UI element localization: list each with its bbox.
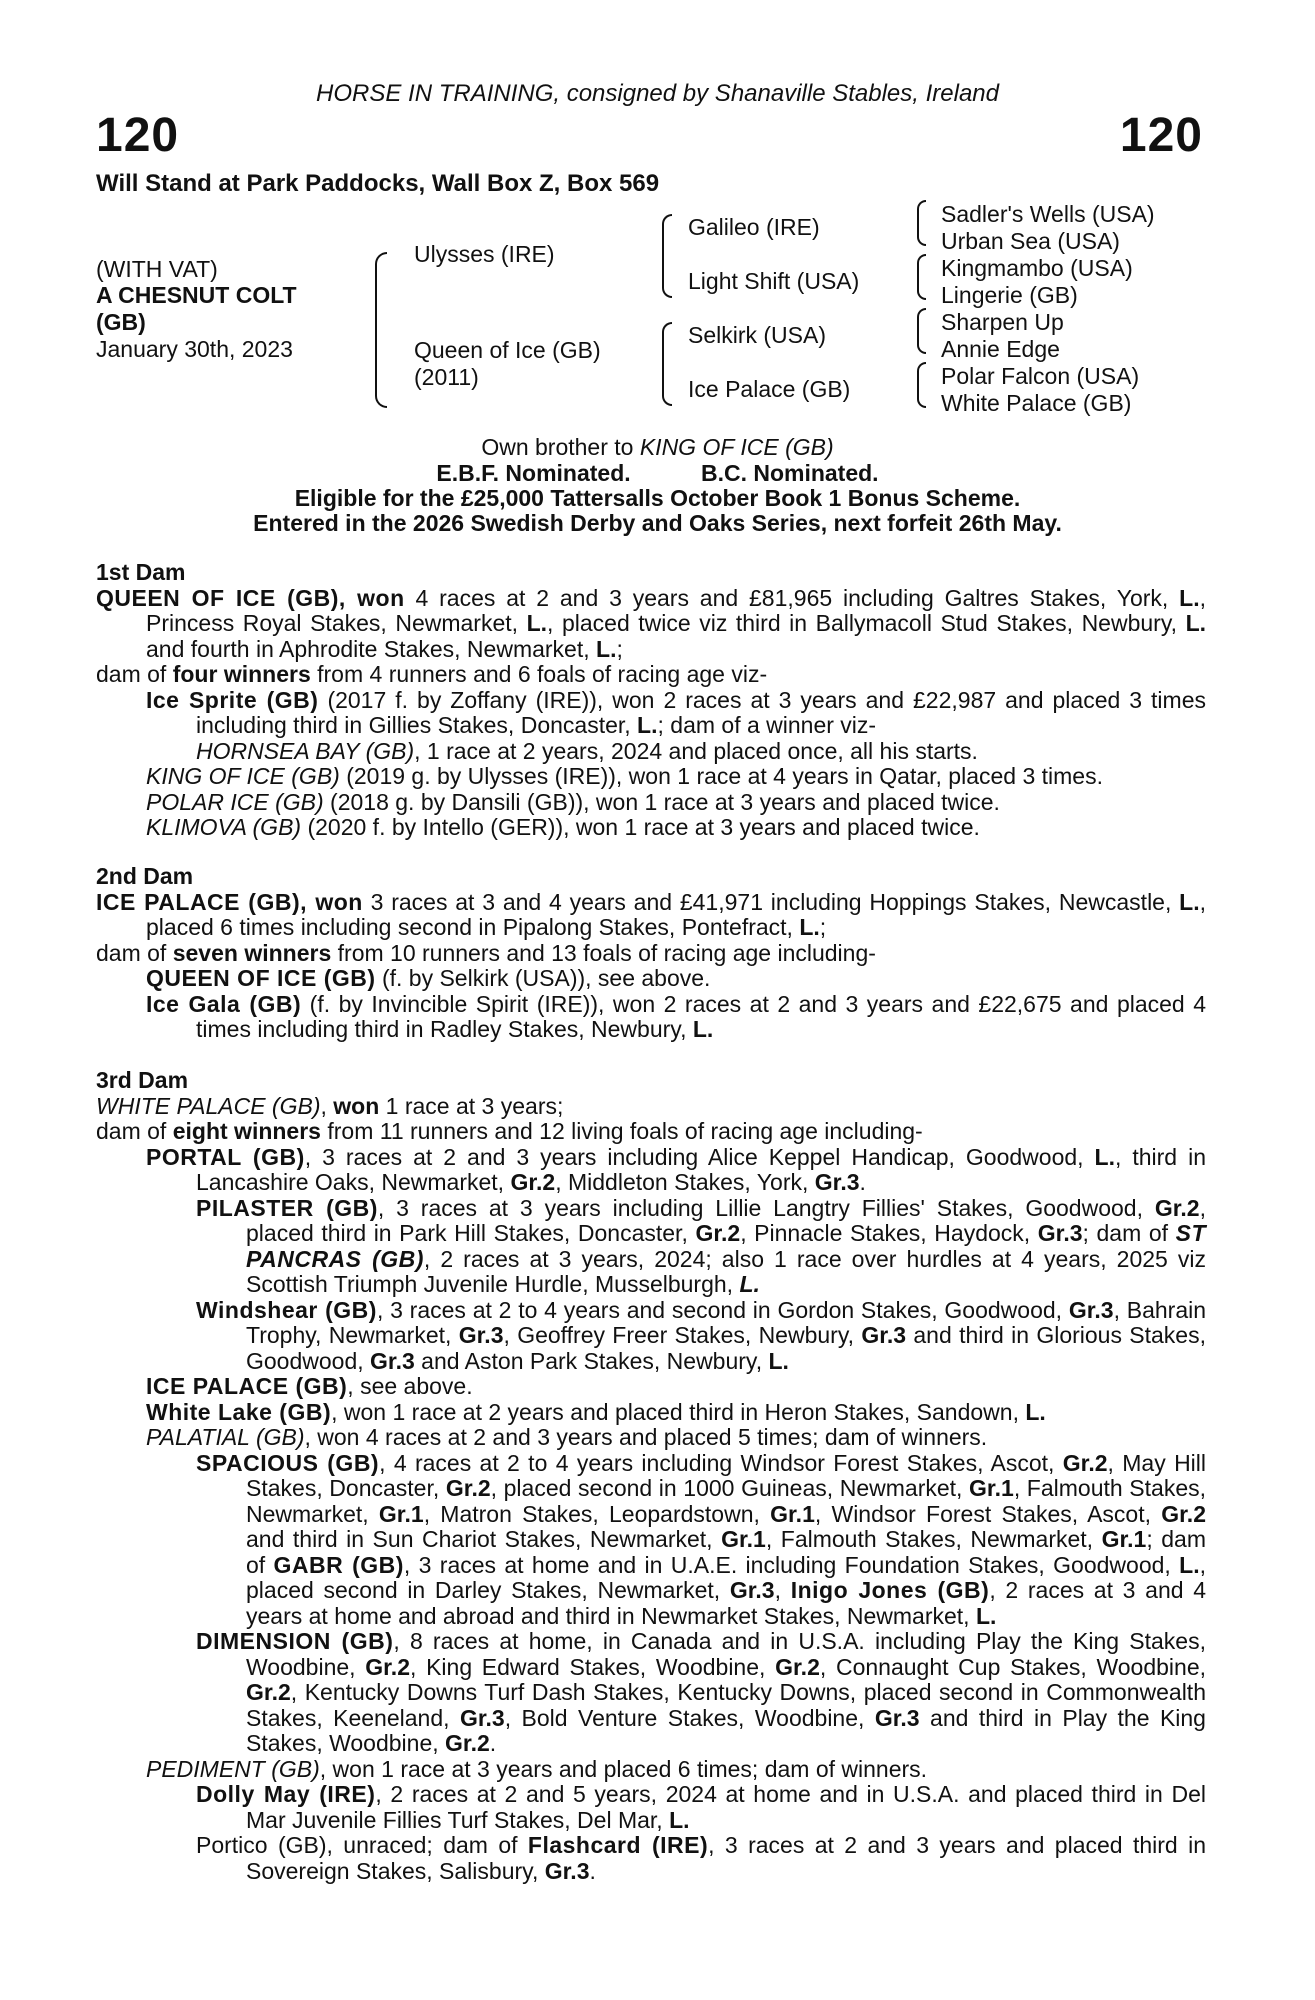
ssd: Urban Sea (USA) xyxy=(941,228,1120,254)
consignor-header: HORSE IN TRAINING, consigned by Shanaville Stables, Ireland xyxy=(316,80,999,107)
brace-sire xyxy=(662,214,672,298)
horse-name-origin: (GB) xyxy=(96,309,146,335)
own-brother-prefix: Own brother to xyxy=(481,434,640,460)
produce-portico: Portico (GB), unraced; dam of Flashcard (IRE), 3 races at 2 and 3 years and placed third in Sovereign Stakes, Salisbury, Gr.3. xyxy=(196,1832,1207,1884)
produce-dimension: DIMENSION (GB), 8 races at home, in Canada and in U.S.A. including Play the King Stakes, Woodbine, Gr.2, King Edward Stakes, Woodbine, Gr.2, Connaught Cup Stakes, Woodbine, Gr.2, Kentucky Downs Turf Dash Stakes, Kentucky Downs, placed second in Commonwealth Stakes, Keeneland, Gr.3, Bold Venture Stakes, Woodbine, Gr.3 and third in Play the King Stakes, Woodbine, Gr.2. xyxy=(196,1628,1206,1756)
produce-queen-of-ice: QUEEN OF ICE (GB) (f. by Selkirk (USA)), see above. xyxy=(146,965,711,991)
derby-entry: Entered in the 2026 Swedish Derby and Oaks Series, next forfeit 26th May. xyxy=(253,510,1062,536)
brace-ss xyxy=(917,200,926,246)
first-dam-section xyxy=(96,560,1206,841)
horse-name: A CHESNUT COLT xyxy=(96,282,297,308)
produce-dolly-may: Dolly May (IRE), 2 races at 2 and 5 years, 2024 at home and in U.S.A. and placed third in Del Mar Juvenile Fillies Turf Stakes, Del Mar, L. xyxy=(196,1781,1206,1833)
third-dam-heading: 3rd Dam xyxy=(96,1067,189,1093)
brace-ds xyxy=(917,308,926,354)
produce-spacious: SPACIOUS (GB), 4 races at 2 to 4 years including Windsor Forest Stakes, Ascot, Gr.2, May Hill Stakes, Doncaster, Gr.2, placed second in 1000 Guineas, Newmarket, Gr.1, Falmouth Stakes, Newmarket, Gr.1, Matron Stakes, Leopardstown, Gr.1, Windsor Forest Stakes, Ascot, Gr.2 and third in Sun Chariot Stakes, Newmarket, Gr.1, Falmouth Stakes, Newmarket, Gr.1; dam of GABR (GB), 3 races at home and in U.A.E. including Foundation Stakes, Goodwood, L., placed second in Darley Stakes, Newmarket, Gr.3, Inigo Jones (GB), 2 races at 3 and 4 years at home and abroad and third in Newmarket Stakes, Newmarket, L. xyxy=(196,1449,1207,1629)
third-dam-record: WHITE PALACE (GB), won 1 race at 3 years; xyxy=(96,1092,564,1119)
brace-dam xyxy=(662,322,672,406)
first-dam-produce-summary: dam of four winners from 4 runners and 6 foals of racing age viz- xyxy=(96,661,768,687)
dam-sire: Selkirk (USA) xyxy=(688,322,827,348)
second-dam-produce-summary: dam of seven winners from 10 runners and 13 foals of racing age including- xyxy=(96,939,876,966)
sire-sire: Galileo (IRE) xyxy=(688,214,820,240)
produce-palatial: PALATIAL (GB), won 4 races at 2 and 3 years and placed 5 times; dam of winners. xyxy=(146,1424,988,1450)
sds: Kingmambo (USA) xyxy=(941,255,1133,281)
lot-number-left: 120 xyxy=(96,109,180,162)
foaling-date: January 30th, 2023 xyxy=(96,336,293,362)
brace-main xyxy=(375,252,387,408)
produce-ice-palace: ICE PALACE (GB), see above. xyxy=(146,1373,473,1399)
produce-windshear: Windshear (GB), 3 races at 2 to 4 years and second in Gordon Stakes, Goodwood, Gr.3, Bahrain Trophy, Newmarket, Gr.3, Geoffrey Freer Stakes, Newbury, Gr.3 and third in Glorious Stakes, Goodwood, Gr.3 and Aston Park Stakes, Newbury, L. xyxy=(196,1296,1207,1374)
produce-king-of-ice: KING OF ICE (GB) (2019 g. by Ulysses (IRE)), won 1 race at 4 years in Qatar, placed 3 times. xyxy=(146,763,1103,789)
nominations xyxy=(0,460,1315,486)
second-dam-section xyxy=(96,864,1206,1043)
own-brother-note xyxy=(0,434,1315,460)
brace-dd xyxy=(917,362,926,408)
lot-number-right: 120 xyxy=(1119,109,1203,162)
first-dam-record: QUEEN OF ICE (GB), won 4 races at 2 and 3 years and £81,965 including Galtres Stakes, York, L., Princess Royal Stakes, Newmarket, L., placed twice viz third in Ballymacoll Stud Stakes, Newbury, L. and fourth in Aphrodite Stakes, Newmarket, L.; xyxy=(96,584,1207,662)
dss: Sharpen Up xyxy=(941,309,1064,335)
third-dam-section xyxy=(96,1068,1206,1884)
bonus-eligibility: Eligible for the £25,000 Tattersalls October Book 1 Bonus Scheme. xyxy=(294,485,1021,511)
dds: Polar Falcon (USA) xyxy=(941,363,1140,389)
sdd: Lingerie (GB) xyxy=(941,282,1078,308)
produce-portal: PORTAL (GB), 3 races at 2 and 3 years including Alice Keppel Handicap, Goodwood, L., third in Lancashire Oaks, Newmarket, Gr.2, Middleton Stakes, York, Gr.3. xyxy=(146,1143,1206,1195)
sire-dam: Light Shift (USA) xyxy=(688,268,860,294)
produce-ice-sprite: Ice Sprite (GB) (2017 f. by Zoffany (IRE)), won 2 races at 3 years and £22,987 and placed 3 times including third in Gillies Stakes, Doncaster, L.; dam of a winner viz- xyxy=(146,686,1206,738)
sss: Sadler's Wells (USA) xyxy=(941,201,1155,227)
ebf-nominated: E.B.F. Nominated. xyxy=(436,460,631,486)
vat-note: (WITH VAT) xyxy=(96,256,218,282)
dam: Queen of Ice (GB) xyxy=(414,337,601,363)
dam-year: (2011) xyxy=(414,364,479,390)
stand-location: Will Stand at Park Paddocks, Wall Box Z, Box 569 xyxy=(96,170,660,197)
produce-hornsea-bay: HORNSEA BAY (GB), 1 race at 2 years, 2024 and placed once, all his starts. xyxy=(196,737,978,764)
first-dam-heading: 1st Dam xyxy=(96,559,186,585)
produce-pilaster: PILASTER (GB), 3 races at 3 years including Lillie Langtry Fillies' Stakes, Goodwood, Gr.2, placed third in Park Hill Stakes, Doncaster, Gr.2, Pinnacle Stakes, Haydock, Gr.3; dam of ST PANCRAS (GB), 2 races at 3 years, 2024; also 1 race over hurdles at 4 years, 2025 viz Scottish Triumph Juvenile Hurdle, Musselburgh, L. xyxy=(196,1194,1207,1297)
produce-klimova: KLIMOVA (GB) (2020 f. by Intello (GER)), won 1 race at 3 years and placed twice. xyxy=(146,814,980,840)
dam-dam: Ice Palace (GB) xyxy=(688,376,851,402)
produce-pediment: PEDIMENT (GB), won 1 race at 3 years and placed 6 times; dam of winners. xyxy=(146,1755,928,1782)
second-dam-heading: 2nd Dam xyxy=(96,863,194,889)
brace-sd xyxy=(917,254,926,300)
dsd: Annie Edge xyxy=(941,336,1060,362)
sire: Ulysses (IRE) xyxy=(414,241,555,267)
third-dam-produce-summary: dam of eight winners from 11 runners and 12 living foals of racing age including- xyxy=(96,1118,923,1144)
produce-polar-ice: POLAR ICE (GB) (2018 g. by Dansili (GB)), won 1 race at 3 years and placed twice. xyxy=(146,788,1000,815)
produce-white-lake: White Lake (GB), won 1 race at 2 years and placed third in Heron Stakes, Sandown, L. xyxy=(146,1398,1046,1425)
second-dam-record: ICE PALACE (GB), won 3 races at 3 and 4 years and £41,971 including Hoppings Stakes, Newcastle, L., placed 6 times including second in Pipalong Stakes, Pontefract, L.; xyxy=(96,888,1207,940)
ddd: White Palace (GB) xyxy=(941,390,1132,416)
own-brother-name: KING OF ICE (GB) xyxy=(639,434,834,460)
bc-nominated: B.C. Nominated. xyxy=(700,460,879,486)
produce-ice-gala: Ice Gala (GB) (f. by Invincible Spirit (IRE)), won 2 races at 2 and 3 years and £22,675 and placed 4 times including third in Radley Stakes, Newbury, L. xyxy=(146,990,1207,1042)
